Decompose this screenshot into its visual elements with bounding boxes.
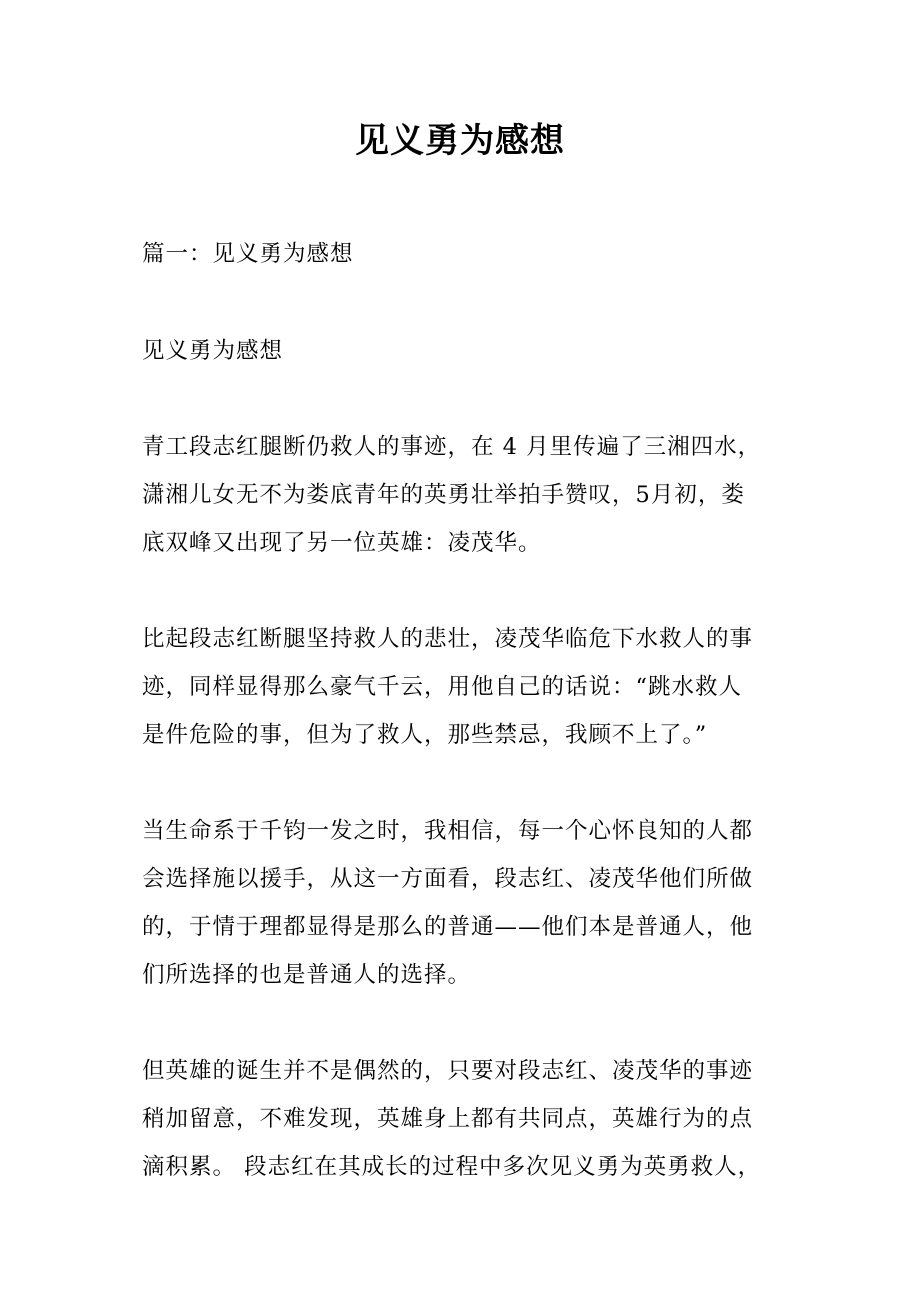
paragraph-line: 滴积累。 段志红在其成长的过程中多次见义勇为英勇救人， (142, 1154, 762, 1180)
subheading: 见义勇为感想 (142, 338, 284, 364)
paragraph-3 (142, 807, 802, 999)
paragraph-line: 当生命系于千钧一发之时，我相信，每一个心怀良知的人都 (142, 818, 754, 844)
paragraph-line: 潇湘儿女无不为娄底青年的英勇壮举拍手赞叹，5月初，娄 (142, 482, 745, 508)
paragraph-line: 迹，同样显得那么豪气千云，用他自己的话说：“跳水救人 (142, 674, 743, 700)
paragraph-line: 比起段志红断腿坚持救人的悲壮，凌茂华临危下水救人的事 (142, 626, 754, 652)
paragraph-line: 是件危险的事，但为了救人，那些禁忌，我顾不上了。” (142, 722, 708, 748)
paragraph-line: 们所选择的也是普通人的选择。 (142, 962, 472, 988)
section-heading: 篇一：见义勇为感想 (142, 241, 354, 267)
paragraph-2 (142, 615, 802, 759)
paragraph-line: 会选择施以援手，从这一方面看，段志红、凌茂华他们所做 (142, 866, 754, 892)
paragraph-line: 但英雄的诞生并不是偶然的，只要对段志红、凌茂华的事迹 (142, 1058, 754, 1084)
paragraph-line: 的，于情于理都显得是那么的普通——他们本是普通人，他 (142, 914, 754, 940)
paragraph-1 (142, 423, 802, 567)
paragraph-line: 稍加留意，不难发现，英雄身上都有共同点，英雄行为的点 (142, 1106, 754, 1132)
paragraph-4 (142, 1047, 802, 1191)
paragraph-line: 底双峰又出现了另一位英雄：凌茂华。 (142, 530, 542, 556)
paragraph-line: 青工段志红腿断仍救人的事迹，在 4 月里传遍了三湘四水， (142, 434, 762, 460)
document-title: 见义勇为感想 (355, 121, 565, 161)
